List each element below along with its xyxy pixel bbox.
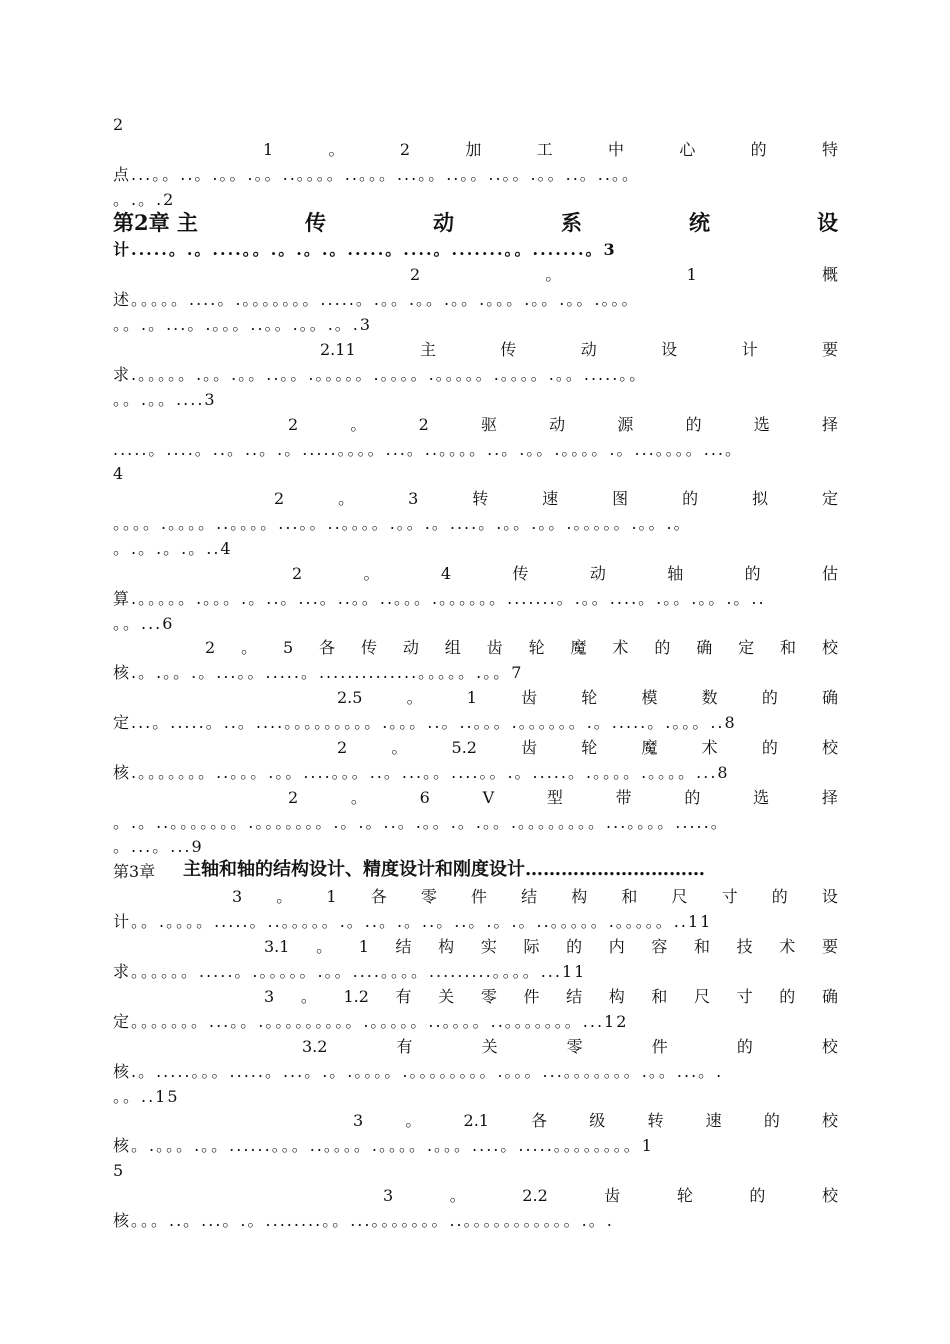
toc-heading-token: 2 [205, 638, 216, 657]
toc-heading-token: 择 [821, 415, 838, 434]
toc-heading-token: 。 [276, 887, 293, 906]
toc-heading-token: 工 [536, 140, 553, 159]
toc-heading-token: 动 [589, 564, 606, 583]
toc-heading-token: 5 [282, 638, 294, 657]
toc-heading-token: 1 [263, 140, 274, 159]
toc-entry-2-5-heading[interactable] [205, 638, 838, 660]
toc-heading-token: 动 [432, 210, 454, 235]
toc-entry-2-3-heading[interactable] [274, 489, 838, 511]
toc-entry-3-1-1-heading[interactable] [264, 937, 838, 959]
toc-chapter-3-title[interactable]: 主轴和轴的结构设计、精度设计和刚度设计………………………… [183, 859, 705, 880]
toc-entry-3-1-heading[interactable] [232, 887, 838, 909]
toc-heading-token: 有 [396, 1037, 413, 1056]
toc-heading-token: 寸 [721, 887, 738, 906]
toc-entry-2-5-1-leader: 定...。.....。..。....。。。。。。。。。.。。。..。..。。。.。。。。。。.。.....。.。。。..8 [113, 713, 737, 732]
toc-heading-token: 计 [741, 340, 758, 359]
toc-heading-token: 技 [736, 937, 753, 956]
toc-heading-token: 图 [612, 489, 629, 508]
toc-entry-2-6-heading[interactable] [288, 788, 838, 810]
toc-heading-token: 各 [319, 638, 336, 657]
toc-heading-token: 1.2 [343, 987, 369, 1006]
toc-heading-token: 主 [420, 340, 437, 359]
toc-heading-token: 轮 [581, 688, 598, 707]
toc-heading-token: 的 [566, 937, 583, 956]
toc-heading-token: 速 [542, 489, 559, 508]
toc-heading-token: 和 [694, 937, 711, 956]
toc-heading-token: 的 [763, 1111, 780, 1130]
toc-heading-token: 关 [438, 987, 455, 1006]
toc-heading-token: 心 [679, 140, 696, 159]
toc-heading-token: 实 [480, 937, 497, 956]
toc-heading-token: 传 [500, 340, 517, 359]
toc-heading-token: 驱 [480, 415, 497, 434]
toc-heading-token: 尺 [671, 887, 688, 906]
toc-entry-2-3-page: 。.。.。.。..4 [113, 539, 233, 558]
toc-heading-token: 加 [465, 140, 482, 159]
toc-heading-token: 型 [546, 788, 563, 807]
toc-heading-token: 。 [545, 265, 562, 284]
toc-entry-3-2-heading[interactable] [302, 1037, 838, 1059]
toc-heading-token: 的 [685, 415, 702, 434]
toc-entry-3-2-2-heading[interactable] [383, 1186, 838, 1208]
toc-heading-token: 。 [241, 638, 258, 657]
toc-heading-token: 传 [304, 210, 326, 235]
toc-entry-2-11-heading[interactable] [320, 340, 838, 362]
toc-heading-token: 速 [705, 1111, 722, 1130]
toc-entry-2-5-2-heading[interactable] [337, 738, 838, 760]
toc-heading-token: 齿 [521, 688, 538, 707]
toc-entry-3-1-1-leader: 求。。。。。。.....。.。。。。。.。。....。。。。.........。。。。...11 [113, 962, 587, 981]
toc-chapter-3-label: 第3章 [113, 862, 156, 881]
toc-heading-token: 源 [617, 415, 634, 434]
toc-heading-token: 特 [821, 140, 838, 159]
toc-entry-2-5-2-leader: 核.。。。。。。。..。。。.。。....。。。..。...。。....。。.。.....。.。。。。.。。。。...8 [113, 763, 730, 782]
toc-heading-token: 校 [821, 1111, 838, 1130]
toc-heading-token: 动 [549, 415, 566, 434]
toc-heading-token: 齿 [604, 1186, 621, 1205]
toc-entry-2-11-page: 。。.。。....3 [113, 390, 217, 409]
toc-entry-3-2-2-leader: 核。。。..。...。.。........。。...。。。。。。。..。。。。。。。。。。。.。. [113, 1211, 614, 1230]
toc-heading-token: 中 [607, 140, 624, 159]
toc-heading-token: 。 [350, 788, 367, 807]
toc-entry-3-2-1-heading[interactable] [353, 1111, 838, 1133]
toc-heading-token: 的 [749, 1186, 766, 1205]
toc-chapter-2-heading[interactable] [113, 210, 838, 235]
toc-heading-token: 。 [449, 1186, 466, 1205]
toc-entry-2-1-leader: 述。。。。。....。.。。。。。。。.....。.。。.。。.。。.。。。.。。.。。.。。。 [113, 290, 640, 309]
toc-heading-token: 轮 [581, 738, 598, 757]
toc-heading-token: 2 [288, 788, 299, 807]
toc-heading-token: 结 [395, 937, 412, 956]
toc-heading-token: 轮 [528, 638, 545, 657]
toc-heading-token: 统 [688, 210, 710, 235]
toc-heading-token: 的 [761, 688, 778, 707]
toc-heading-token: 。 [300, 987, 317, 1006]
toc-heading-token: 。 [338, 489, 355, 508]
toc-heading-token: 要 [821, 937, 838, 956]
toc-heading-token: 3 [232, 887, 243, 906]
toc-heading-token: 2.5 [337, 688, 363, 707]
toc-heading-token: 定 [821, 489, 838, 508]
toc-heading-token: 术 [701, 738, 718, 757]
toc-heading-token: 的 [684, 788, 701, 807]
toc-heading-token: 零 [566, 1037, 583, 1056]
toc-heading-token: 系 [560, 210, 582, 235]
toc-heading-token: 4 [440, 564, 452, 583]
toc-entry-3-1-2-heading[interactable] [264, 987, 838, 1009]
toc-heading-token: 确 [821, 688, 838, 707]
toc-heading-token: 结 [521, 887, 538, 906]
toc-entry-2-2-leader: .....。....。..。..。.。.....。。。。...。..。。。。..。.。。.。。。。.。...。。。。...。 [113, 440, 744, 459]
toc-heading-token: 内 [608, 937, 625, 956]
toc-heading-token: 构 [571, 887, 588, 906]
toc-heading-token: 3.2 [302, 1037, 328, 1056]
toc-heading-token: 选 [753, 788, 770, 807]
toc-entry-2-4-heading[interactable] [292, 564, 838, 586]
toc-heading-token: 术 [612, 638, 629, 657]
toc-heading-token: 零 [480, 987, 497, 1006]
toc-heading-token: 定 [738, 638, 755, 657]
toc-heading-token: 的 [779, 987, 796, 1006]
toc-heading-token: 结 [566, 987, 583, 1006]
toc-heading-token: 的 [750, 140, 767, 159]
toc-heading-token: 和 [651, 987, 668, 1006]
toc-entry-2-4-leader: 算.。。。。。.。。。.。..。...。..。。..。。。.。。。。。。.......。.。。....。.。。.。。.。.. [113, 589, 766, 608]
toc-heading-token: 拟 [752, 489, 769, 508]
toc-heading-token: 5.2 [451, 738, 477, 757]
toc-heading-token: 2.1 [463, 1111, 489, 1130]
toc-heading-token: 件 [523, 987, 540, 1006]
toc-heading-token: 设 [821, 887, 838, 906]
toc-heading-token: 。 [363, 564, 380, 583]
toc-page-number: 2 [113, 115, 124, 134]
toc-heading-token: 校 [821, 1186, 838, 1205]
toc-heading-token: 和 [780, 638, 797, 657]
toc-heading-token: 3 [383, 1186, 394, 1205]
toc-heading-token: 动 [402, 638, 419, 657]
toc-entry-2-1-heading[interactable] [410, 265, 838, 287]
toc-heading-token: 有 [395, 987, 412, 1006]
toc-entry-2-6-leader: 。.。..。。。。。。。.。。。。。。。.。.。..。.。。.。.。。.。。。。。。。。...。。。。.....。 [113, 813, 729, 832]
toc-entry-1-2-heading[interactable] [263, 140, 838, 162]
toc-entry-2-5-leader: 核.。.。。.。...。。.....。..............。。。。。.。。7 [113, 663, 524, 682]
toc-heading-token: 零 [420, 887, 437, 906]
toc-heading-token: 容 [651, 937, 668, 956]
toc-heading-token: 1 [326, 887, 337, 906]
toc-entry-3-2-page: 。。..15 [113, 1087, 180, 1106]
toc-heading-token: 寸 [736, 987, 753, 1006]
toc-heading-token: 的 [771, 887, 788, 906]
toc-heading-token: 。 [316, 937, 333, 956]
toc-heading-token: 魔 [570, 638, 587, 657]
toc-heading-token: 1 [466, 688, 477, 707]
toc-heading-token: 校 [821, 1037, 838, 1056]
toc-heading-token: 构 [438, 937, 455, 956]
toc-heading-token: 传 [360, 638, 377, 657]
toc-heading-token: 魔 [641, 738, 658, 757]
toc-heading-token: 确 [821, 987, 838, 1006]
toc-heading-token: 构 [608, 987, 625, 1006]
toc-heading-token: 3 [353, 1111, 364, 1130]
toc-heading-token: 齿 [486, 638, 503, 657]
toc-entry-2-2-heading[interactable] [288, 415, 838, 437]
toc-heading-token: 各 [531, 1111, 548, 1130]
toc-heading-token: 校 [821, 738, 838, 757]
toc-heading-token: 。 [350, 415, 367, 434]
toc-heading-token: 第2章 主 [113, 210, 198, 235]
toc-heading-token: 2 [288, 415, 299, 434]
toc-heading-token: 设 [816, 210, 838, 235]
toc-heading-token: 3 [264, 987, 275, 1006]
toc-heading-token: 2 [337, 738, 348, 757]
toc-heading-token: 要 [821, 340, 838, 359]
toc-heading-token: 估 [821, 564, 838, 583]
toc-heading-token: 和 [621, 887, 638, 906]
toc-heading-token: 各 [370, 887, 387, 906]
toc-entry-1-2-page: 。.。.2 [113, 190, 176, 209]
toc-heading-token: 2.2 [522, 1186, 548, 1205]
toc-entry-3-1-2-leader: 定。。。。。。。...。。.。。。。。。。。。.。。。。。..。。。。..。。。。。。。...12 [113, 1012, 629, 1031]
toc-heading-token: 件 [651, 1037, 668, 1056]
toc-heading-token: 转 [472, 489, 489, 508]
toc-heading-token: 数 [701, 688, 718, 707]
toc-entry-2-5-1-heading[interactable] [337, 688, 838, 710]
toc-heading-token: 的 [744, 564, 761, 583]
toc-entry-3-2-1-page: 5 [113, 1161, 124, 1180]
toc-heading-token: 的 [736, 1037, 753, 1056]
toc-heading-token: 的 [761, 738, 778, 757]
toc-heading-token: 的 [654, 638, 671, 657]
toc-entry-2-11-leader: 求.。。。。。.。。.。。..。。.。。。。。.。。。。.。。。。。.。。。。.。。.....。。 [113, 365, 648, 384]
toc-heading-token: 2 [292, 564, 303, 583]
toc-heading-token: 2 [399, 140, 411, 159]
toc-entry-2-6-page: 。...。...9 [113, 837, 204, 856]
toc-heading-token: 术 [779, 937, 796, 956]
toc-entry-2-4-page: 。。...6 [113, 614, 175, 633]
toc-entry-2-1-page: 。。.。...。.。。。..。。.。。.。.3 [113, 315, 373, 334]
toc-heading-token: 3 [408, 489, 419, 508]
toc-heading-token: 设 [661, 340, 678, 359]
toc-heading-token: 转 [647, 1111, 664, 1130]
toc-heading-token: 组 [444, 638, 461, 657]
toc-heading-token: 。 [391, 738, 408, 757]
toc-heading-token: 轴 [667, 564, 684, 583]
toc-heading-token: 2 [274, 489, 285, 508]
toc-chapter-2-leader: 计.....。.。....。。.。.。.。.....。....。.......。。.......。3 [113, 240, 617, 259]
toc-heading-token: 1 [686, 265, 697, 284]
toc-heading-token: 2.11 [320, 340, 356, 359]
toc-entry-2-2-page: 4 [113, 464, 124, 483]
toc-heading-token: 带 [615, 788, 632, 807]
toc-heading-token: 概 [821, 265, 838, 284]
toc-heading-token: 尺 [694, 987, 711, 1006]
toc-heading-token: V [482, 788, 495, 807]
toc-heading-token: 。 [328, 140, 345, 159]
toc-entry-3-1-leader: 计。。.。。。。.....。..。。。。。.。..。.。..。..。.。.。..。。。。。.。。。。。..11 [113, 912, 713, 931]
toc-heading-token: 2 [418, 415, 429, 434]
toc-heading-token: 模 [641, 688, 658, 707]
toc-entry-2-3-leader: 。。。。.。。。。..。。。。...。。..。。。。.。。.。....。.。。.。。.。。。。。.。。.。 [113, 514, 692, 533]
toc-heading-token: 动 [580, 340, 597, 359]
toc-heading-token: 1 [358, 937, 369, 956]
toc-heading-token: 。 [406, 688, 423, 707]
toc-heading-token: 的 [682, 489, 699, 508]
toc-heading-token: 级 [589, 1111, 606, 1130]
toc-heading-token: 3.1 [264, 937, 290, 956]
toc-entry-3-2-1-leader: 核。.。。。.。。......。。。..。。。。.。。。。.。。。....。.....。。。。。。。。1 [113, 1136, 654, 1155]
toc-heading-token: 齿 [521, 738, 538, 757]
toc-heading-token: 关 [481, 1037, 498, 1056]
toc-heading-token: 件 [470, 887, 487, 906]
toc-heading-token: 择 [821, 788, 838, 807]
toc-heading-token: 6 [419, 788, 430, 807]
toc-entry-3-2-leader: 核.。.....。。。.....。...。.。.。。。。.。。。。。。。。.。。。...。。。。。。。.。。...。. [113, 1062, 724, 1081]
toc-heading-token: 传 [512, 564, 529, 583]
toc-heading-token: 轮 [676, 1186, 693, 1205]
toc-heading-token: 确 [696, 638, 713, 657]
toc-heading-token: 校 [821, 638, 838, 657]
toc-heading-token: 。 [405, 1111, 422, 1130]
toc-entry-1-2-leader: 点...。。..。.。。.。。..。。。。..。。。...。。..。。..。。.。。..。..。。 [113, 165, 640, 184]
toc-heading-token: 选 [753, 415, 770, 434]
toc-heading-token: 际 [523, 937, 540, 956]
toc-heading-token: 2 [410, 265, 421, 284]
